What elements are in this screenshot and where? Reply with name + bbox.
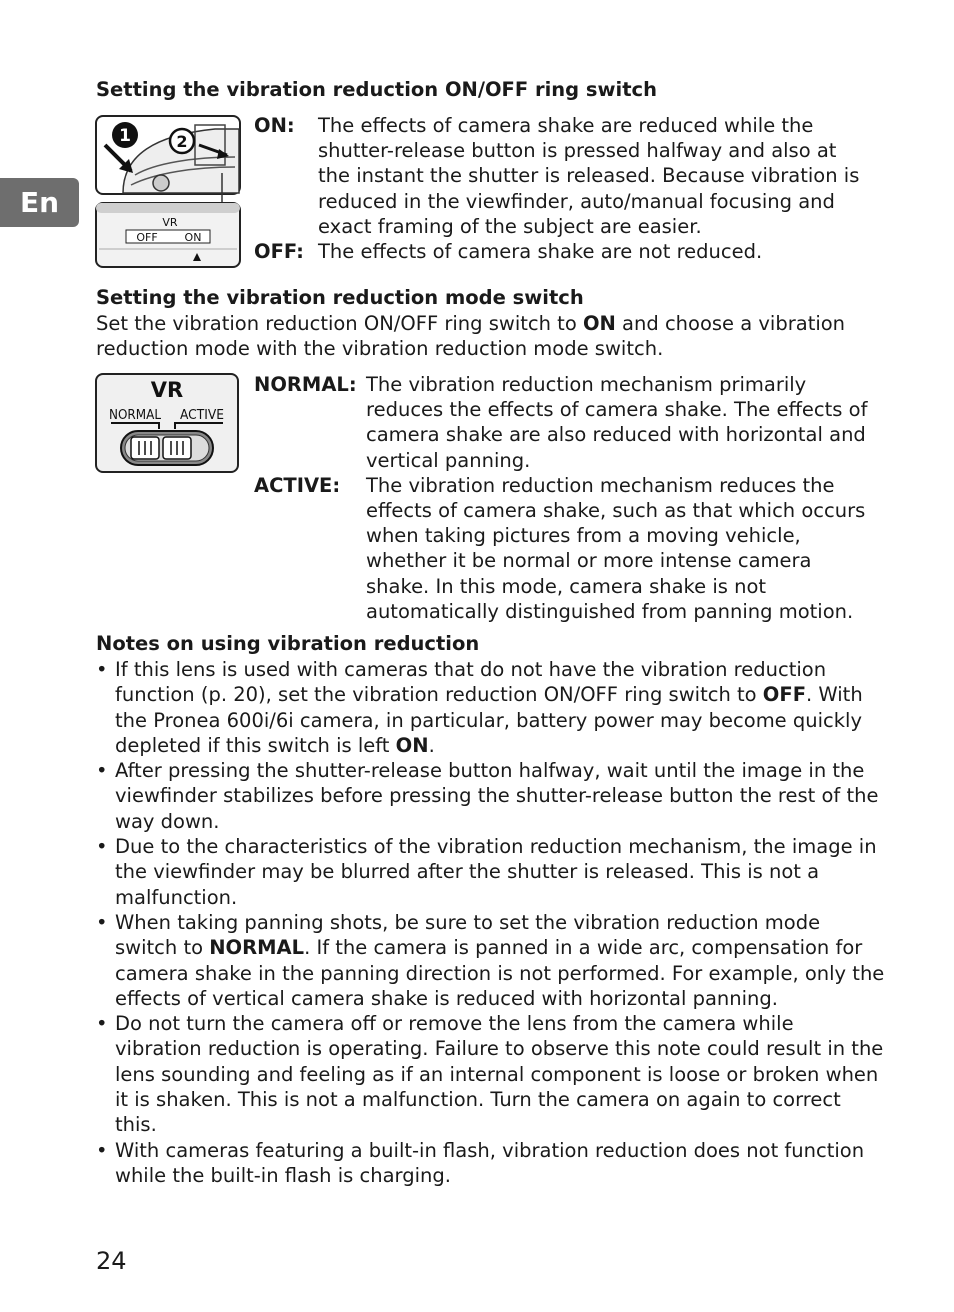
vr-label: VR (162, 216, 178, 229)
vr-label: VR (150, 378, 184, 402)
section-heading-ring-switch: Setting the vibration reduction ON/OFF ring switch (96, 78, 657, 101)
language-tab: En (0, 178, 79, 227)
definition-active: The vibration reduction mechanism reduces the effects of camera shake, such as that which occurs when taking pictures from a moving vehicle, whether it be normal or more intense camera shake. In this mode, camera shake is not automatically distinguished from panning motion. (366, 473, 866, 623)
ring-switch-illustration (95, 115, 242, 273)
list-item (96, 1138, 886, 1189)
text-run: With cameras featuring a built-in flash, vibration reduction does not function while the built-in flash is charging. (115, 1138, 865, 1187)
text-run: Set the vibration reduction ON/OFF ring switch to (96, 312, 583, 335)
svg-text:2: 2 (176, 132, 188, 151)
definition-off: The effects of camera shake are not reduced. (318, 240, 763, 264)
bold-term: ON (582, 312, 616, 335)
definition-on: The effects of camera shake are reduced while the shutter-release button is pressed halfway and also at the instant the shutter is released. Because vibration is reduced in the viewfinder, auto/manual focusing and exact framing of the subject are easier. (318, 114, 860, 238)
notes-list (96, 657, 886, 1188)
section-heading-mode-switch: Setting the vibration reduction mode switch (96, 286, 584, 309)
list-item (96, 834, 886, 910)
on-label: ON (184, 231, 202, 244)
term-off: OFF: (254, 240, 304, 264)
step-1-badge (112, 122, 138, 148)
mode-switch-definitions (254, 372, 878, 624)
step-2-badge (170, 129, 194, 153)
bold-term: NORMAL (209, 936, 305, 960)
definition-row-on (254, 113, 874, 239)
normal-label: NORMAL (109, 408, 162, 423)
definition-row-normal (254, 372, 878, 473)
text-run: Do not turn the camera off or remove the lens from the camera while vibration reduction is operating. Failure to observe this note could result in the lens sounding and feeling as if an internal component is loose or broken when it is shaken. This is not a malfunction. Turn the camera on again to correct this. (115, 1012, 884, 1137)
list-item (96, 1011, 886, 1137)
list-item (96, 910, 886, 1011)
off-label: OFF (136, 231, 158, 244)
section-heading-notes: Notes on using vibration reduction (96, 632, 480, 655)
text-run: Due to the characteristics of the vibration reduction mechanism, the image in the viewfinder may be blurred after the shutter is released. This is not a malfunction. (115, 835, 877, 909)
term-active: ACTIVE: (254, 473, 341, 497)
definition-normal: The vibration reduction mechanism primarily reduces the effects of camera shake. The effects of camera shake are also reduced with horizontal and vertical panning. (366, 373, 868, 472)
bold-term: OFF (762, 683, 807, 707)
definition-row-active (254, 473, 878, 624)
svg-text:1: 1 (119, 126, 131, 146)
list-item (96, 758, 886, 834)
term-on: ON: (254, 114, 295, 137)
definition-row-off (254, 239, 874, 264)
text-run: and choose a vibration reduction mode with the vibration reduction mode switch. (96, 312, 846, 361)
text-run: . If the camera is panned in a wide arc, compensation for camera shake in the panning direction is not performed. For example, only the effects of vertical camera shake is reduced with horizontal panning. (115, 936, 885, 1010)
mode-switch-illustration (95, 373, 240, 478)
text-run: When taking panning shots, be sure to set the vibration reduction mode switch to (115, 910, 821, 960)
bold-term: ON (395, 733, 429, 757)
text-run: . With the Pronea 600i/6i camera, in particular, battery power may become quickly depleted if this switch is left (115, 683, 863, 757)
term-normal: NORMAL: (254, 373, 357, 396)
text-run: If this lens is used with cameras that do not have the vibration reduction function (p. 20), set the vibration reduction ON/OFF ring switch to (115, 658, 827, 707)
ring-switch-definitions (254, 113, 874, 264)
list-item (96, 657, 886, 758)
mode-switch-intro (96, 311, 876, 362)
text-run: . (428, 733, 435, 757)
active-label: ACTIVE (180, 408, 224, 423)
page-number: 24 (96, 1247, 127, 1275)
text-run: After pressing the shutter-release button halfway, wait until the image in the viewfinder stabilizes before pressing the shutter-release button the rest of the way down. (115, 759, 879, 833)
